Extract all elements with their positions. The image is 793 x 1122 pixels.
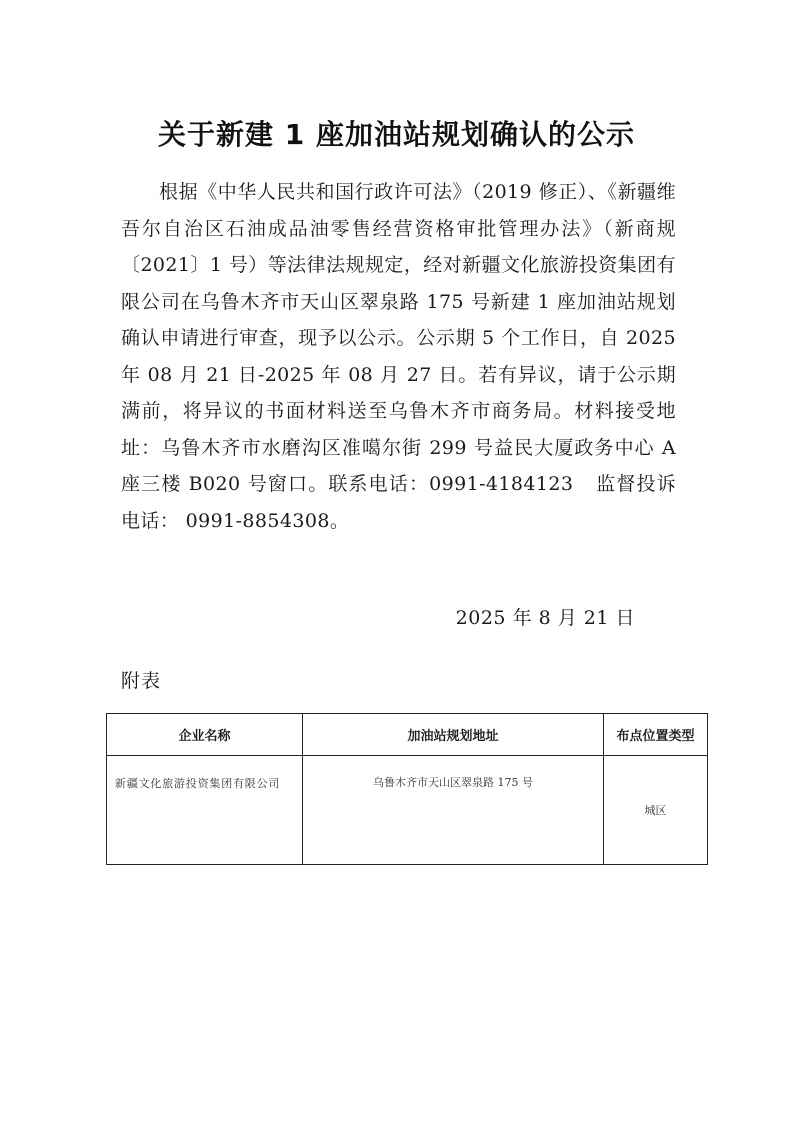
annex-label: 附表	[121, 670, 162, 692]
notice-main-text: 根据《中华人民共和国行政许可法》（2019 修正）、《新疆维吾尔自治区石油成品油零售经营资格审批管理办法》（新商规〔2021〕1 号）等法律法规规定，经对新疆文化旅游投资集团有限公司在乌鲁木齐市天山区翠泉路 175 号新建 1 座加油站规划确认申请进行审查，现予以公示。公示期 5 个工作日，自 2025 年 08 月 21 日-2025 年 08 月 27 日。若有异议，请于公示期满前，将异议的书面材料送至乌鲁木齐市商务局。材料接受地址：乌鲁木齐市水磨沟区准噶尔街 299 号益民大厦政务中心 A 座三楼 B020 号窗口。联系电话：0991-4184123	[121, 181, 676, 495]
table-header-row	[107, 714, 708, 756]
header-type: 布点位置类型	[604, 714, 708, 756]
notice-body	[121, 174, 676, 539]
cell-type: 城区	[604, 756, 708, 865]
notice-date: 2025 年 8 月 21 日	[455, 607, 635, 629]
annex-table	[106, 713, 708, 865]
table-row	[107, 756, 708, 865]
supervision-phone: 监督投诉电话： 0991-8854308。	[121, 473, 677, 532]
cell-company: 新疆文化旅游投资集团有限公司	[107, 756, 303, 865]
page-title: 关于新建 1 座加油站规划确认的公示	[158, 118, 635, 151]
header-address: 加油站规划地址	[303, 714, 604, 756]
cell-address: 乌鲁木齐市天山区翠泉路 175 号	[303, 756, 604, 865]
header-company: 企业名称	[107, 714, 303, 756]
